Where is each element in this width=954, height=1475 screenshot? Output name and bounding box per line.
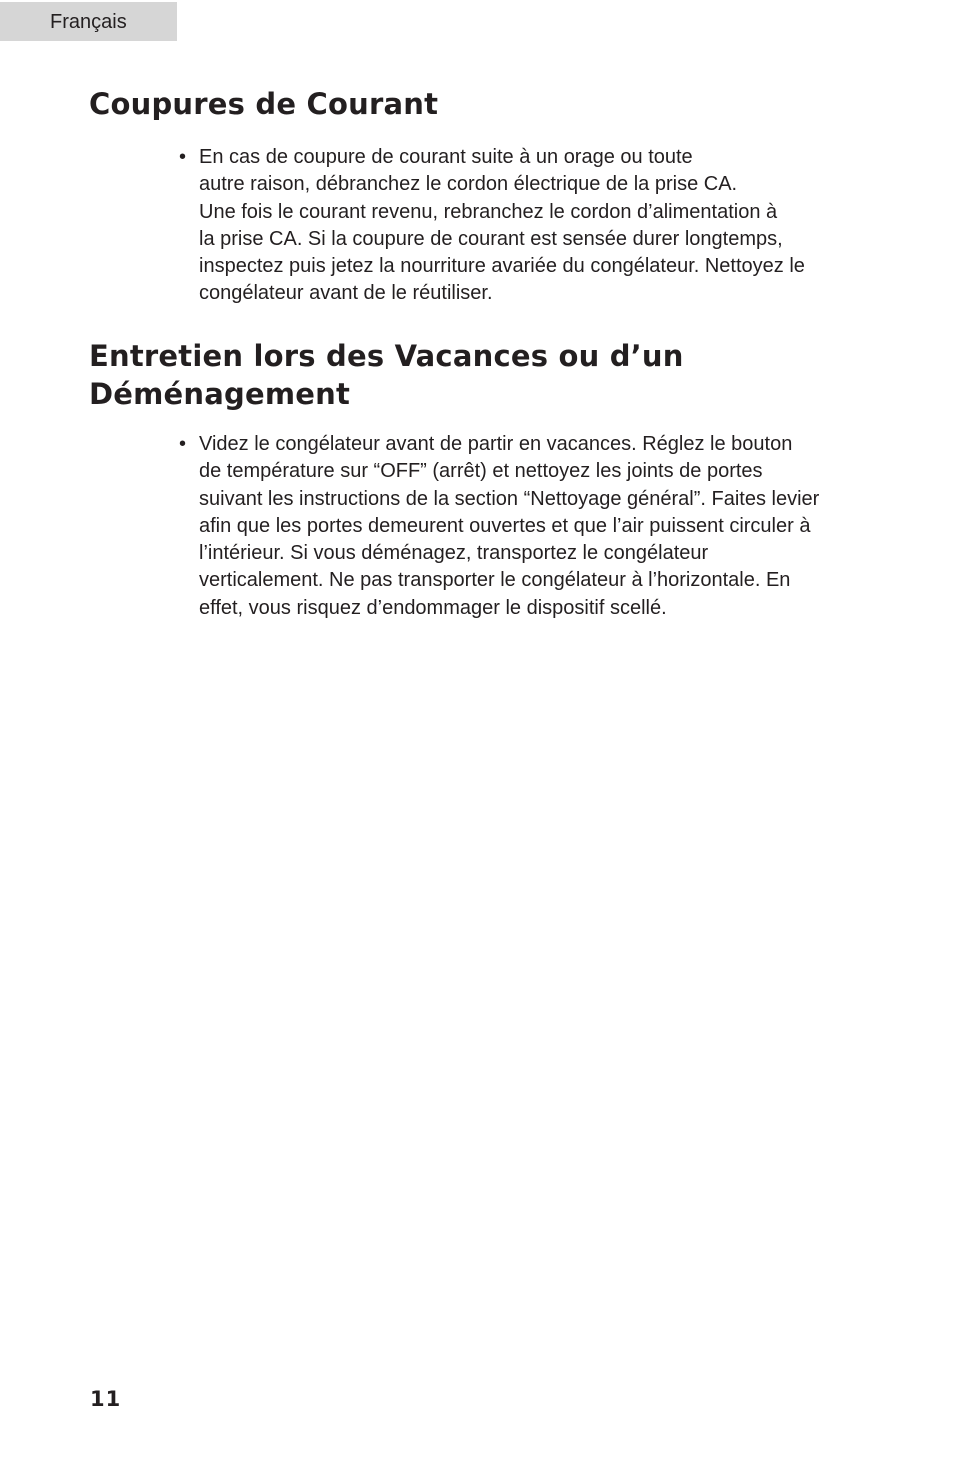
page-number: 11 xyxy=(90,1387,122,1411)
paragraph-line: congélateur avant de le réutiliser. xyxy=(199,282,493,305)
paragraph-line: Une fois le courant revenu, rebranchez le cordon d’alimentation à xyxy=(199,200,778,223)
language-tab: Français xyxy=(0,2,177,41)
paragraph-line: effet, vous risquez d’endommager le dispositif scellé. xyxy=(199,596,667,619)
bullet-icon: • xyxy=(179,146,187,168)
paragraph-line: En cas de coupure de courant suite à un orage ou toute xyxy=(199,146,693,168)
title-line: Déménagement xyxy=(89,377,351,411)
bullet-item-vacation-moving xyxy=(179,431,899,622)
paragraph-line: inspectez puis jetez la nourriture avariée du congélateur. Nettoyez le xyxy=(199,255,805,278)
paragraph-line: de température sur “OFF” (arrêt) et nettoyez les joints de portes xyxy=(199,460,763,483)
paragraph-line: autre raison, débranchez le cordon électrique de la prise CA. xyxy=(199,173,738,196)
section-title-vacation-moving xyxy=(89,337,869,413)
bullet-item-power-outage xyxy=(179,144,899,308)
section-title-power-outage: Coupures de Courant xyxy=(89,87,439,121)
title-line: Entretien lors des Vacances ou d’un xyxy=(89,339,684,373)
paragraph-line: l’intérieur. Si vous déménagez, transportez le congélateur xyxy=(199,542,709,565)
paragraph-line: verticalement. Ne pas transporter le congélateur à l’horizontale. En xyxy=(199,569,791,592)
paragraph-line: la prise CA. Si la coupure de courant est sensée durer longtemps, xyxy=(199,227,783,250)
paragraph-line: Videz le congélateur avant de partir en vacances. Réglez le bouton xyxy=(199,433,793,455)
paragraph-line: afin que les portes demeurent ouvertes et que l’air puissent circuler à xyxy=(199,514,811,537)
bullet-icon: • xyxy=(179,433,187,455)
paragraph-line: suivant les instructions de la section “Nettoyage général”. Faites levier xyxy=(199,487,820,510)
